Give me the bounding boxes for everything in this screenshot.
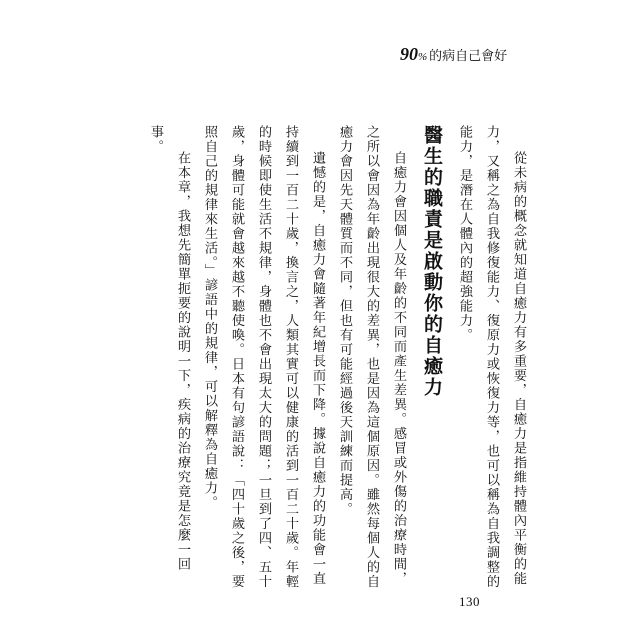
paragraph-3: 在本章，我想先簡單扼要的說明一下，疾病的治療究竟是怎麼一回事。 <box>148 125 190 572</box>
intro-paragraph: 從未病的概念就知道自癒力有多重要，自癒力是指維持體內平衡的能力，又稱之為自我修復能力、復原力或恢復力等，也可以稱為自我調整的能力，是潛在人體內的超強能力。 <box>457 125 526 589</box>
page-number: 130 <box>459 594 480 609</box>
header-percent: % <box>418 51 428 63</box>
running-header <box>400 44 530 68</box>
section-heading: 醫生的職責是啟動你的自癒力 <box>421 125 443 398</box>
body-text <box>142 125 532 595</box>
paragraph-1: 自癒力會因個人及年齡的不同而產生差異。感冒或外傷的治療時間，之所以會因為年齡出現很大的差異，也是因為這個原因。雖然每個人的自癒力會因先天體質而不同，但也有可能經過後天訓練而提高。 <box>337 125 406 589</box>
header-number: 90 <box>400 44 418 64</box>
paragraph-2: 遺憾的是，自癒力會隨著年紀增長而下降。據說自癒力的功能會一直持續到一百二十歲，換言之，人類其實可以健康的活到一百二十歲。年輕的時候即使生活不規律，身體也不會出現太大的問題；一旦到了四、五十歲，身體可能就會越來越不聽使喚。日本有句諺語說：「四十歲之後，要照自己的規律來生活。」諺語中的規律，可以解釋為自癒力。 <box>202 125 325 589</box>
header-title: 的病自己會好 <box>429 49 508 64</box>
